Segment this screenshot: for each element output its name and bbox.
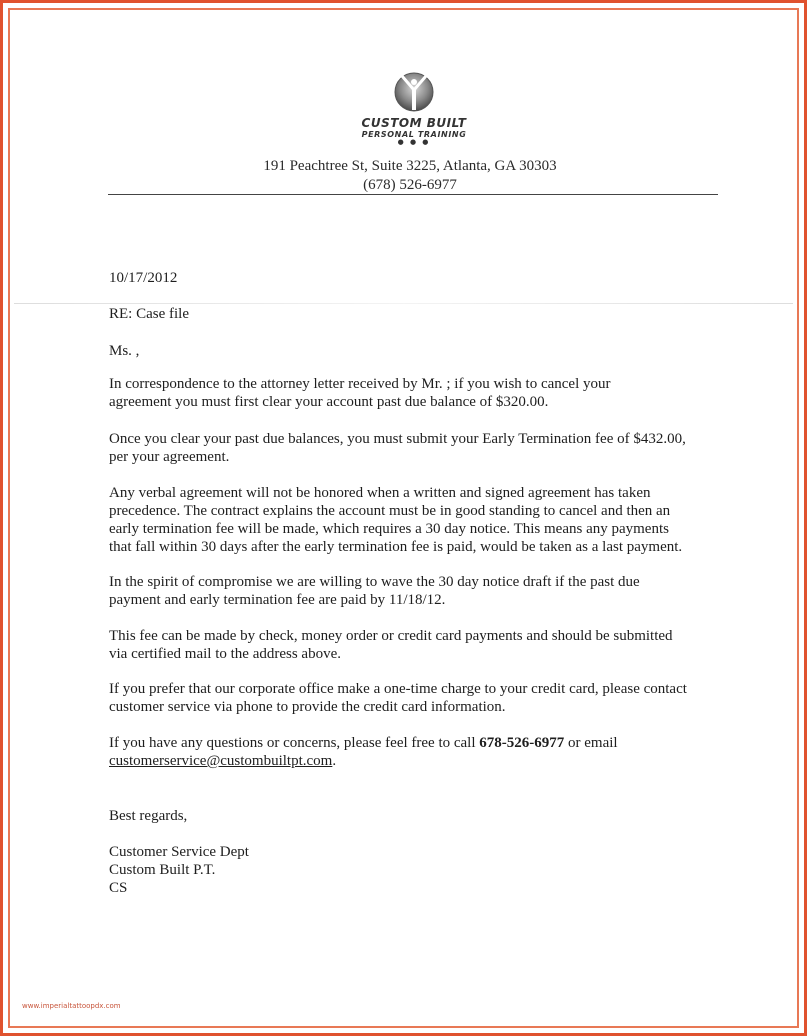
email-link[interactable]: customerservice@custombuiltpt.com — [109, 753, 333, 769]
letterhead-address-block — [230, 157, 590, 195]
letter-closing: Best regards, — [109, 808, 188, 824]
letterhead-phone: (678) 526-6977 — [363, 177, 457, 193]
paragraph-2-line-1: Once you clear your past due balances, you must submit your Early Termination fee of $432.00, — [109, 431, 686, 447]
paragraph-3-line-1: Any verbal agreement will not be honored when a written and signed agreement has taken — [109, 485, 651, 501]
letter-salutation: Ms. , — [109, 343, 140, 359]
custom-built-logo-icon — [392, 70, 436, 114]
paragraph-1-line-2: agreement you must first clear your account past due balance of $320.00. — [109, 394, 549, 410]
paragraph-6-line-2: customer service via phone to provide the credit card information. — [109, 699, 506, 715]
contact-phone: 678-526-6977 — [479, 735, 565, 751]
signature-line-3: CS — [109, 880, 128, 896]
company-name: CUSTOM BUILT — [361, 116, 467, 130]
paragraph-1-line-1: In correspondence to the attorney letter received by Mr. ; if you wish to cancel your — [109, 376, 611, 392]
paragraph-3-line-2: precedence. The contract explains the account must be in good standing to cancel and then an — [109, 503, 671, 519]
paragraph-7-line-2 — [109, 752, 336, 770]
letter-subject: RE: Case file — [109, 306, 189, 322]
paragraph-6-line-1: If you prefer that our corporate office make a one-time charge to your credit card, please contact — [109, 681, 687, 697]
letterhead-address: 191 Peachtree St, Suite 3225, Atlanta, GA 30303 — [263, 158, 557, 174]
company-logo-text — [340, 117, 488, 146]
company-subtitle: PERSONAL TRAINING — [361, 130, 467, 139]
signature-line-2: Custom Built P.T. — [109, 862, 216, 878]
paragraph-7-end: . — [332, 753, 337, 769]
paragraph-3-line-3: early termination fee will be made, which requires a 30 day notice. This means any payments — [109, 521, 669, 537]
signature-line-1: Customer Service Dept — [109, 844, 249, 860]
letter-date: 10/17/2012 — [109, 270, 178, 286]
paragraph-5-line-2: via certified mail to the address above. — [109, 646, 341, 662]
paragraph-3-line-4: that fall within 30 days after the early termination fee is paid, would be taken as a last payment. — [109, 539, 683, 555]
paragraph-7-suffix: or email — [564, 735, 618, 751]
paragraph-7-line-1 — [109, 734, 618, 752]
paragraph-2-line-2: per your agreement. — [109, 449, 230, 465]
watermark: www.imperialtattoopdx.com — [22, 1002, 121, 1010]
paragraph-4-line-2: payment and early termination fee are paid by 11/18/12. — [109, 592, 446, 608]
logo-dots: ● ● ● — [397, 138, 431, 146]
paragraph-7-prefix: If you have any questions or concerns, please feel free to call — [109, 735, 480, 751]
fold-line — [14, 303, 793, 304]
letterhead-divider — [108, 194, 718, 195]
paragraph-5-line-1: This fee can be made by check, money order or credit card payments and should be submitted — [109, 628, 673, 644]
paragraph-4-line-1: In the spirit of compromise we are willing to wave the 30 day notice draft if the past due — [109, 574, 640, 590]
